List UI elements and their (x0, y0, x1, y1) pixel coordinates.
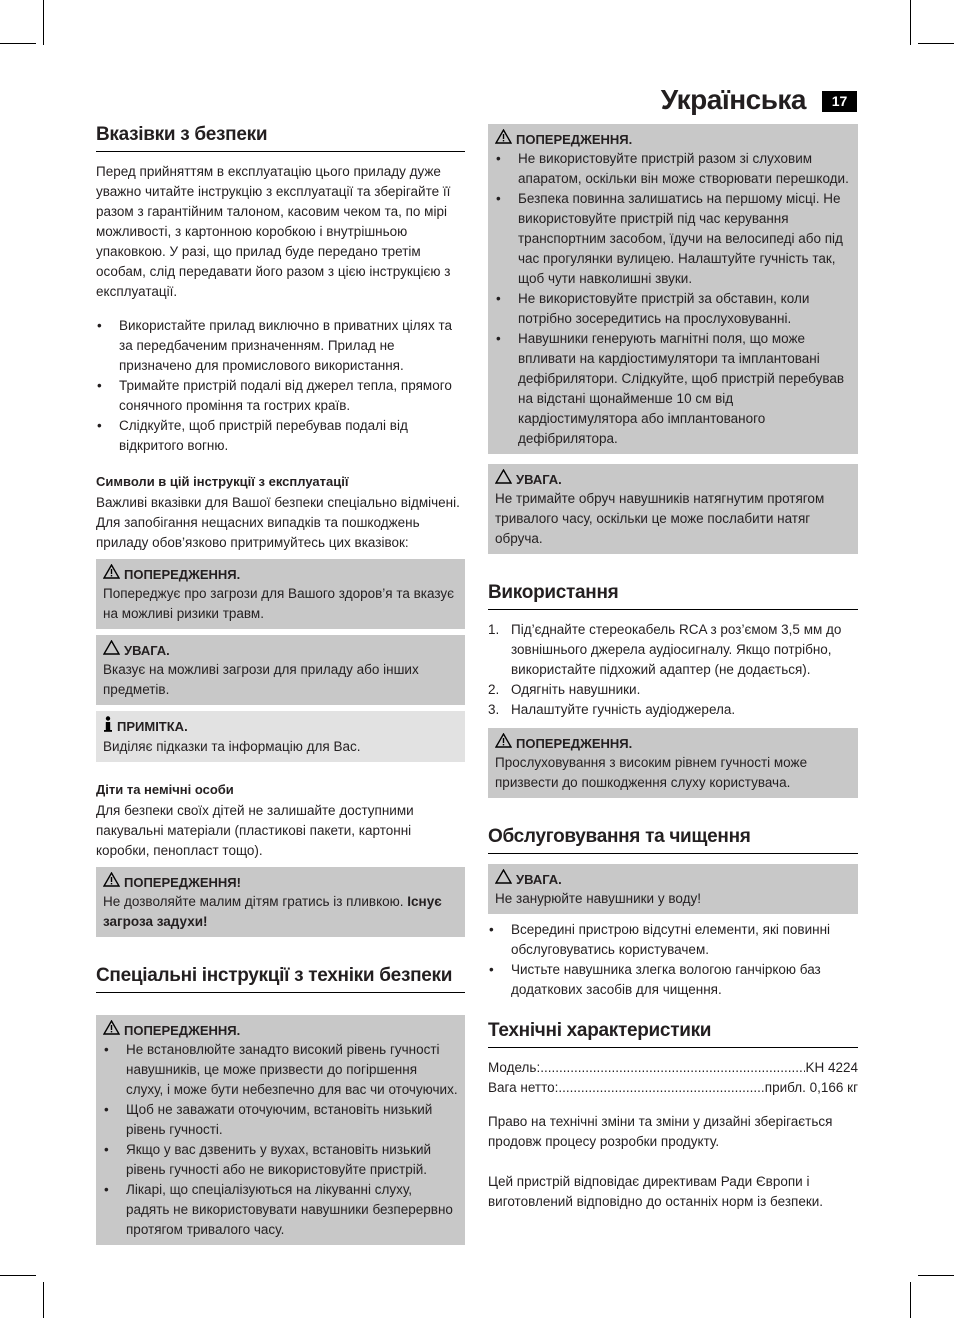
usage-heading: Використання (488, 582, 858, 610)
box-title: ПОПЕРЕДЖЕННЯ. (516, 131, 633, 147)
box-title: УВАГА. (516, 871, 562, 887)
list-item: • Слідкуйте, щоб пристрій перебував подалі від відкритого вогню. (96, 416, 465, 456)
children-text: Для безпеки своїх дітей не залишайте доступними пакувальні матеріали (пластикові пакети, картонні коробки, пенопласт тощо). (96, 803, 414, 858)
left-column (96, 124, 465, 1245)
box-text: Не тримайте обруч навушників натягнутим протягом тривалого часу, оскільки це може послабити натяг обруча. (495, 491, 825, 546)
warning-triangle-icon (495, 129, 512, 149)
list-item: • Не використовуйте пристрій разом зі слуховим апаратом, оскільки він може створювати перешкоди. (495, 149, 851, 189)
safety-list (96, 316, 465, 456)
list-item (488, 680, 858, 700)
spec-row-model (488, 1058, 858, 1078)
list-item: • Якщо у вас дзвенить у вухах, встановіть низький рівень гучності або не використовуйте пристрій. (103, 1140, 458, 1180)
crop-mark (43, 0, 44, 45)
crop-mark (918, 1275, 954, 1276)
symbols-heading: Символи в цій інструкції з експлуатації (96, 474, 349, 489)
step-number: 1. (488, 622, 500, 637)
crop-mark (918, 43, 954, 44)
special-heading: Спеціальні інструкції з техніки безпеки (96, 965, 465, 993)
maintenance-list (488, 920, 858, 1000)
step-text: Одягніть навушники. (511, 682, 641, 697)
list-item: • Тримайте пристрій подалі від джерел тепла, прямого сонячного проміння та гострих країв. (96, 376, 465, 416)
list-item: • Всередині пристрою відсутні елементи, які повинні обслуговуватись користувачем. (488, 920, 858, 960)
special-warning-box (96, 1015, 465, 1245)
crop-mark (910, 0, 911, 45)
children-heading: Діти та немічні особи (96, 782, 234, 797)
special-list (103, 1040, 458, 1240)
spec-value: прибл. 0,166 кг (764, 1080, 858, 1095)
warning-triangle-icon (103, 872, 120, 892)
symbols-text: Важливі вказівки для Вашої безпеки спеціально відмічені. Для запобігання нещасних випадків та пошкоджень приладу обов’язково притримуйтесь цих вказівок: (96, 495, 460, 550)
box-title: ПРИМІТКА. (117, 719, 188, 734)
list-item (488, 620, 858, 680)
safety-intro: Перед прийняттям в експлуатацію цього приладу дуже уважно читайте інструкцію з експлуатації та зберігайте її разом з гарантійним талоном, касовим чеком та, по мірі можливості, з картонною коробкою і внутрішньою упаковкою. У разі, що прилад буде передано третім особам, слід передавати його разом з цією інструкцією з експлуатації. (96, 164, 451, 299)
spec-leader (540, 1058, 805, 1078)
warning-bold-text: Існує загроза задухи! (103, 894, 442, 929)
box-title: ПОПЕРЕДЖЕННЯ. (124, 1022, 241, 1038)
box-text: Попереджує про загрози для Вашого здоров’я та вказує на можливі ризики травм. (103, 586, 455, 621)
note-legend-box (96, 711, 465, 762)
box-text: Виділяє підказки та інформацію для Вас. (103, 739, 361, 754)
maintenance-heading: Обслуговування та чищення (488, 826, 858, 854)
caution-triangle-icon (495, 469, 512, 489)
crop-mark (0, 43, 36, 44)
step-number: 2. (488, 682, 500, 697)
right-caution-box (488, 464, 858, 554)
specs-heading: Технічні характеристики (488, 1020, 858, 1048)
spec-row-weight (488, 1078, 858, 1098)
warning-triangle-icon (103, 564, 120, 584)
list-item: • Безпека повинна залишатись на першому місці. Не використовуйте пристрій під час керування транспортним засобом, їдучи на велосипеді або під час прогулянки вулицею. Налаштуйте гучність так, щоб чути навколишні звуки. (495, 189, 851, 289)
caution-triangle-icon (103, 640, 120, 660)
step-text: Налаштуйте гучність аудіоджерела. (511, 702, 736, 717)
box-text (103, 892, 458, 932)
step-text: Під’єднайте стереокабель RCA з роз’ємом 3,5 мм до зовнішнього джерела аудіосигналу. Якщо потрібно, використайте підхожий адаптер (не додається). (511, 622, 842, 677)
spec-label: Вага нетто: (488, 1080, 559, 1095)
list-item: • Чистьте навушника злегка вологою ганчіркою баз додаткових засобів для чищення. (488, 960, 858, 1000)
right-column (488, 124, 858, 1212)
crop-mark (0, 1275, 36, 1276)
warning-text: Не дозволяйте малим дітям гратись із пливкою. (103, 894, 404, 909)
box-text: Вказує на можливі загрози для приладу або інших предметів. (103, 662, 419, 697)
safety-heading: Вказівки з безпеки (96, 124, 465, 152)
spec-label: Модель: (488, 1060, 541, 1075)
crop-mark (910, 1282, 911, 1318)
box-title: ПОПЕРЕДЖЕННЯ! (124, 874, 241, 890)
maintenance-caution-box (488, 864, 858, 914)
caution-triangle-icon (495, 869, 512, 889)
warning-triangle-icon (495, 733, 512, 753)
box-title: ПОПЕРЕДЖЕННЯ. (124, 566, 241, 582)
children-warning-box (96, 867, 465, 937)
list-item: • Використайте прилад виключно в приватних цілях та за передбаченим призначенням. Прилад не призначено для промислового використання. (96, 316, 465, 376)
warning-legend-box (96, 559, 465, 629)
box-title: ПОПЕРЕДЖЕННЯ. (516, 735, 633, 751)
spec-leader (558, 1078, 764, 1098)
right-warning-box (488, 124, 858, 454)
list-item: • Не встановлюйте занадто високий рівень гучності навушників, це може призвести до погіршення слуху, і може бути небезпечно для вас чи оточуючих. (103, 1040, 458, 1100)
box-title: УВАГА. (516, 471, 562, 487)
warning-triangle-icon (103, 1020, 120, 1040)
list-item: • Не використовуйте пристрій за обставин, коли потрібно зосередитись на прослуховуванні. (495, 289, 851, 329)
list-item: • Навушники генерують магнітні поля, що може впливати на кардіостимулятори та імплантовані дефібрилятори. Слідкуйте, щоб пристрій перебував на відстані щонайменше 10 см від кардіостимулятора або імплантованого дефібрилятора. (495, 329, 851, 449)
specs-note-changes: Право на технічні зміни та зміни у дизайні зберігається продовж процесу розробки продукту. (488, 1114, 833, 1149)
box-text: Не занурюйте навушники у воду! (495, 891, 701, 906)
crop-mark (43, 1282, 44, 1318)
box-title: УВАГА. (124, 642, 170, 658)
usage-steps (488, 620, 858, 720)
step-number: 3. (488, 702, 500, 717)
language-title: Українська (660, 84, 806, 115)
right-warning-list (495, 149, 851, 449)
caution-legend-box (96, 635, 465, 705)
page-number: 17 (822, 91, 857, 112)
info-icon (103, 716, 113, 737)
box-text: Прослуховування з високим рівнем гучності може призвести до пошкодження слуху користувача. (495, 755, 808, 790)
list-item (488, 700, 858, 720)
spec-value: KH 4224 (805, 1060, 858, 1075)
list-item: • Щоб не заважати оточуючим, встановіть низький рівень гучності. (103, 1100, 458, 1140)
specs-note-compliance: Цей пристрій відповідає директивам Ради Європи і виготовлений відповідно до останніх норм із безпеки. (488, 1174, 824, 1209)
usage-warning-box (488, 728, 858, 798)
list-item: • Лікарі, що спеціалізуються на лікуванні слуху, радять не використовувати навушники безперервно протягом тривалого часу. (103, 1180, 458, 1240)
